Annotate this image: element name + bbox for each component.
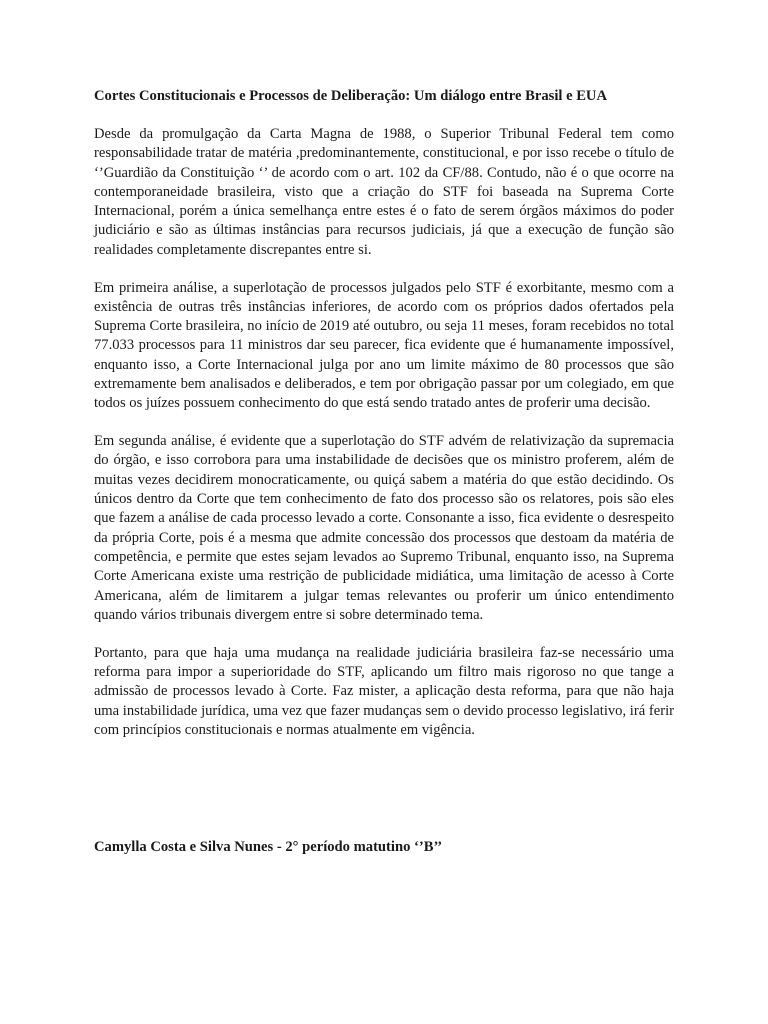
paragraph-conclusion: Portanto, para que haja uma mudança na realidade judiciária brasileira faz-se necessário uma reforma para impor a superioridade do STF, aplicando um filtro mais rigoroso no que tange a admissão de processos levado à Corte. Faz mister, a aplicação desta reforma, para que não haja uma instabilidade jurídica, uma vez que fazer mudanças sem o devido processo legislativo, irá ferir com princípios constitucionais e normas atualmente em vigência. xyxy=(94,644,674,738)
paragraph-introduction: Desde da promulgação da Carta Magna de 1988, o Superior Tribunal Federal tem como responsabilidade tratar de matéria ,predominantemente, constitucional, e por isso recebe o título de ‘’Guardião da Constituição ‘’ de acordo com o art. 102 da CF/88. Contudo, não é o que ocorre na contemporaneidade brasileira, visto que a criação do STF foi baseada na Suprema Corte Internacional, porém a única semelhança entre estes é o fato de serem órgãos máximos do poder judiciário e são as últimas instâncias para recursos judiciais, já que a execução de função são realidades completamente discrepantes entre si. xyxy=(94,126,674,258)
document-title: Cortes Constitucionais e Processos de Deliberação: Um diálogo entre Brasil e EUA xyxy=(94,88,608,104)
paragraph-first-analysis: Em primeira análise, a superlotação de processos julgados pelo STF é exorbitante, mesmo com a existência de outras três instâncias inferiores, de acordo com os próprios dados ofertados pela Suprema Corte brasileira, no início de 2019 até outubro, ou seja 11 meses, foram recebidos no total 77.033 processos para 11 ministros dar seu parecer, fica evidente que é humanamente impossível, enquanto isso, a Corte Internacional julga por ano um limite máximo de 80 processos que são extremamente bem analisados e deliberados, e tem por obrigação passar por um colegiado, em que todos os juízes possuem conhecimento do que está sendo tratado antes de proferir uma decisão. xyxy=(94,279,674,412)
document-body xyxy=(94,86,674,759)
author-signature: Camylla Costa e Silva Nunes - 2° período matutino ‘’B’’ xyxy=(94,839,443,855)
paragraph-second-analysis: Em segunda análise, é evidente que a superlotação do STF advém de relativização da supremacia do órgão, e isso corrobora para uma instabilidade de decisões que os ministro proferem, além de muitas vezes decidirem monocraticamente, ou quiçá sabem a matéria do que estão decidindo. Os únicos dentro da Corte que tem conhecimento de fato dos processo são os relatores, pois são eles que fazem a análise de cada processo levado a corte. Consonante a isso, fica evidente o desrespeito da própria Corte, pois é a mesma que admite concessão dos processos que destoam da matéria de competência, e permite que estes sejam levados ao Supremo Tribunal, enquanto isso, na Suprema Corte Americana existe uma restrição de publicidade midiática, uma limitação de acesso à Corte Americana, além de limitarem a julgar temas relevantes ou proferir um único entendimento quando vários tribunais divergem entre si sobre determinado tema. xyxy=(94,433,674,623)
